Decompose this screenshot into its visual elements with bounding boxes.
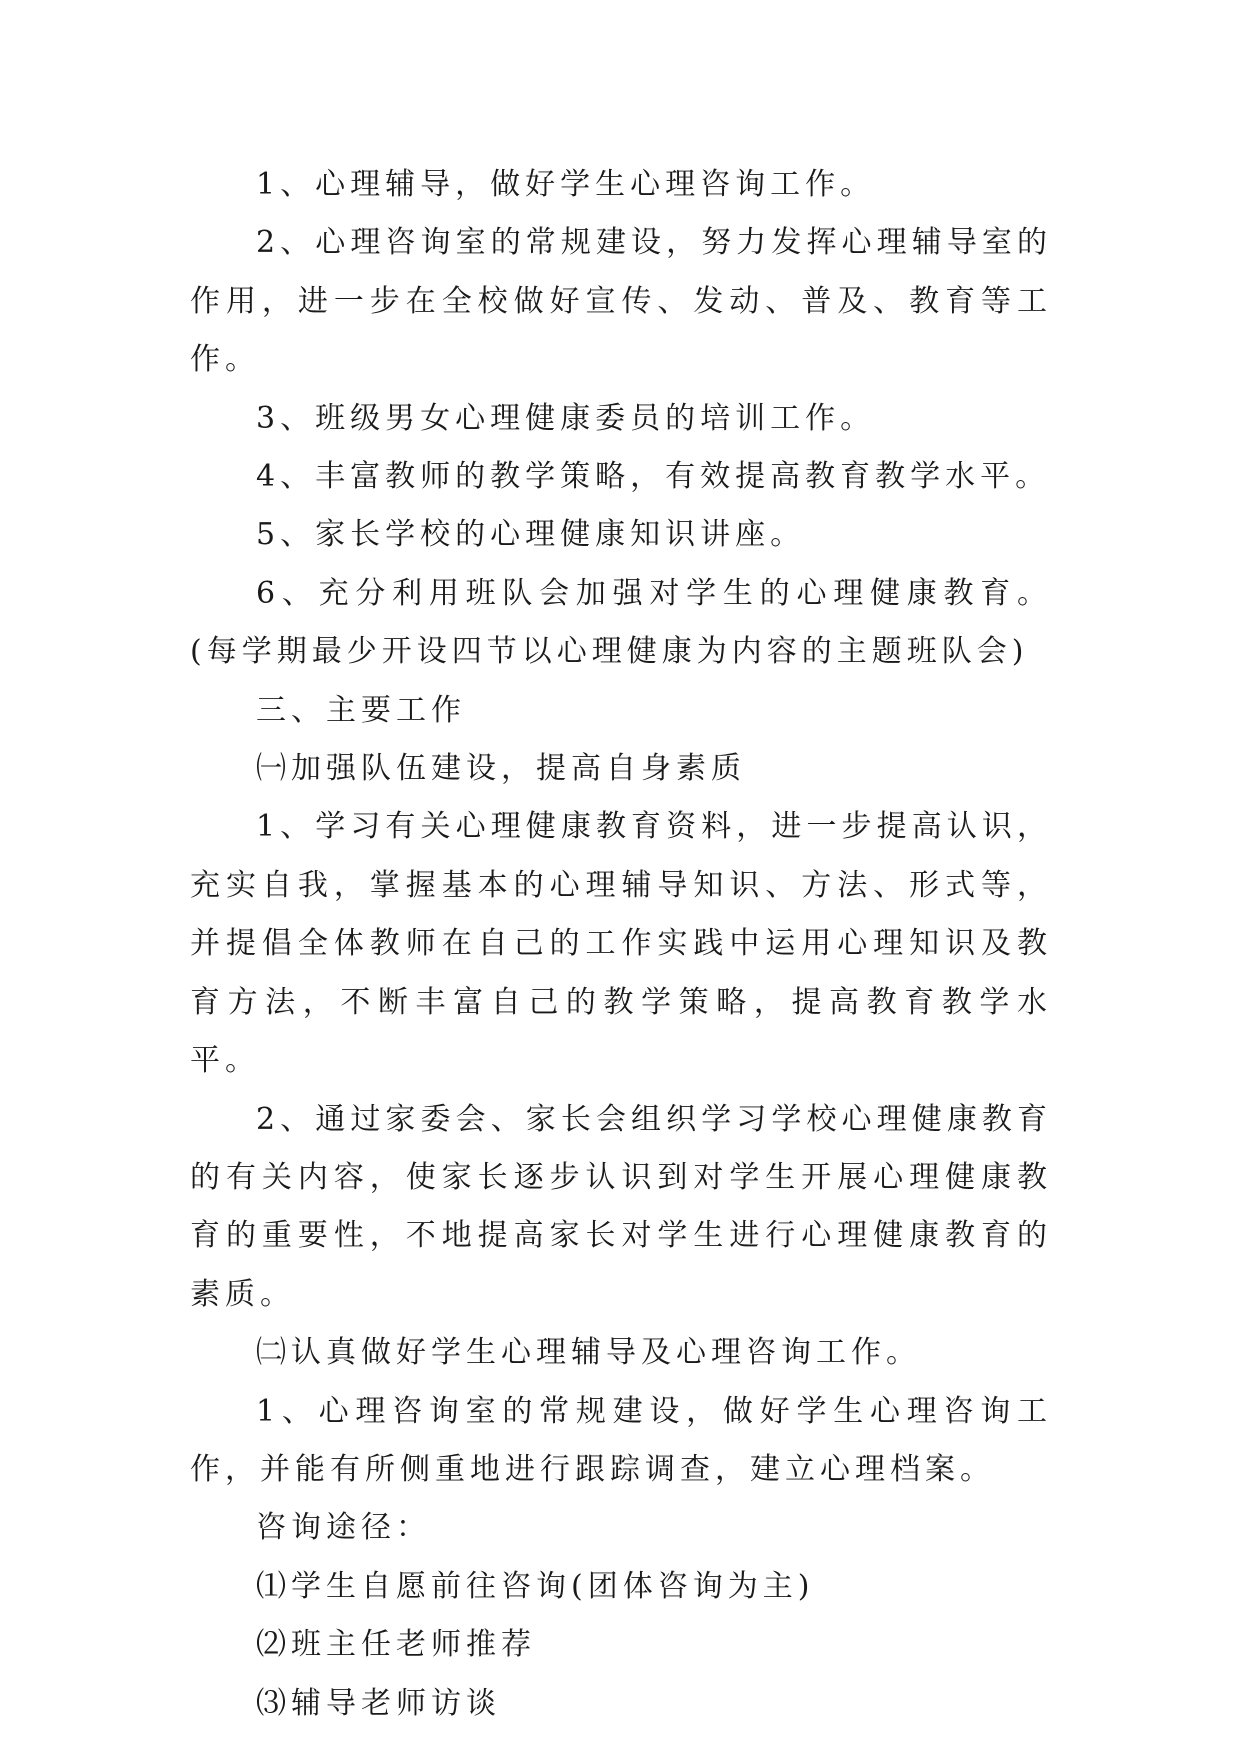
subsection-heading-1: ㈠加强队伍建设，提高自身素质 — [256, 751, 746, 787]
consult-channels-label: 咨询途径： — [256, 1510, 431, 1546]
paragraph-item-8: 2、通过家委会、家长会组织学习学校心理健康教育的有关内容，使家长逐步认识到对学生开展心理健康教育的重要性，不地提高家长对学生进行心理健康教育的素质。 — [190, 1101, 1052, 1312]
paragraph-item-4: 4、丰富教师的教学策略，有效提高教育教学水平。 — [256, 459, 1051, 495]
consult-channel-item-2: ⑵班主任老师推荐 — [256, 1627, 536, 1663]
section-heading-main-work: 三、主要工作 — [256, 692, 466, 728]
paragraph-item-2: 2、心理咨询室的常规建设，努力发挥心理辅导室的作用，进一步在全校做好宣传、发动、普及、教育等工作。 — [190, 225, 1052, 378]
subsection-heading-2: ㈡认真做好学生心理辅导及心理咨询工作。 — [256, 1335, 921, 1371]
paragraph-item-6: 6、充分利用班队会加强对学生的心理健康教育。(每学期最少开设四节以心理健康为内容的主题班队会) — [190, 575, 1052, 670]
consult-channel-item-1: ⑴学生自愿前往咨询(团体咨询为主) — [256, 1568, 815, 1604]
paragraph-item-7: 1、学习有关心理健康教育资料，进一步提高认识，充实自我，掌握基本的心理辅导知识、方法、形式等，并提倡全体教师在自己的工作实践中运用心理知识及教育方法，不断丰富自己的教学策略，提高教育教学水平。 — [190, 809, 1052, 1079]
paragraph-item-5: 5、家长学校的心理健康知识讲座。 — [256, 517, 806, 553]
document-body — [190, 156, 1052, 1733]
paragraph-item-9: 1、心理咨询室的常规建设，做好学生心理咨询工作，并能有所侧重地进行跟踪调查，建立心理档案。 — [190, 1393, 1052, 1487]
paragraph-item-1: 1、心理辅导，做好学生心理咨询工作。 — [256, 167, 876, 202]
paragraph-item-3: 3、班级男女心理健康委员的培训工作。 — [256, 400, 876, 436]
consult-channel-item-3: ⑶辅导老师访谈 — [256, 1685, 501, 1721]
